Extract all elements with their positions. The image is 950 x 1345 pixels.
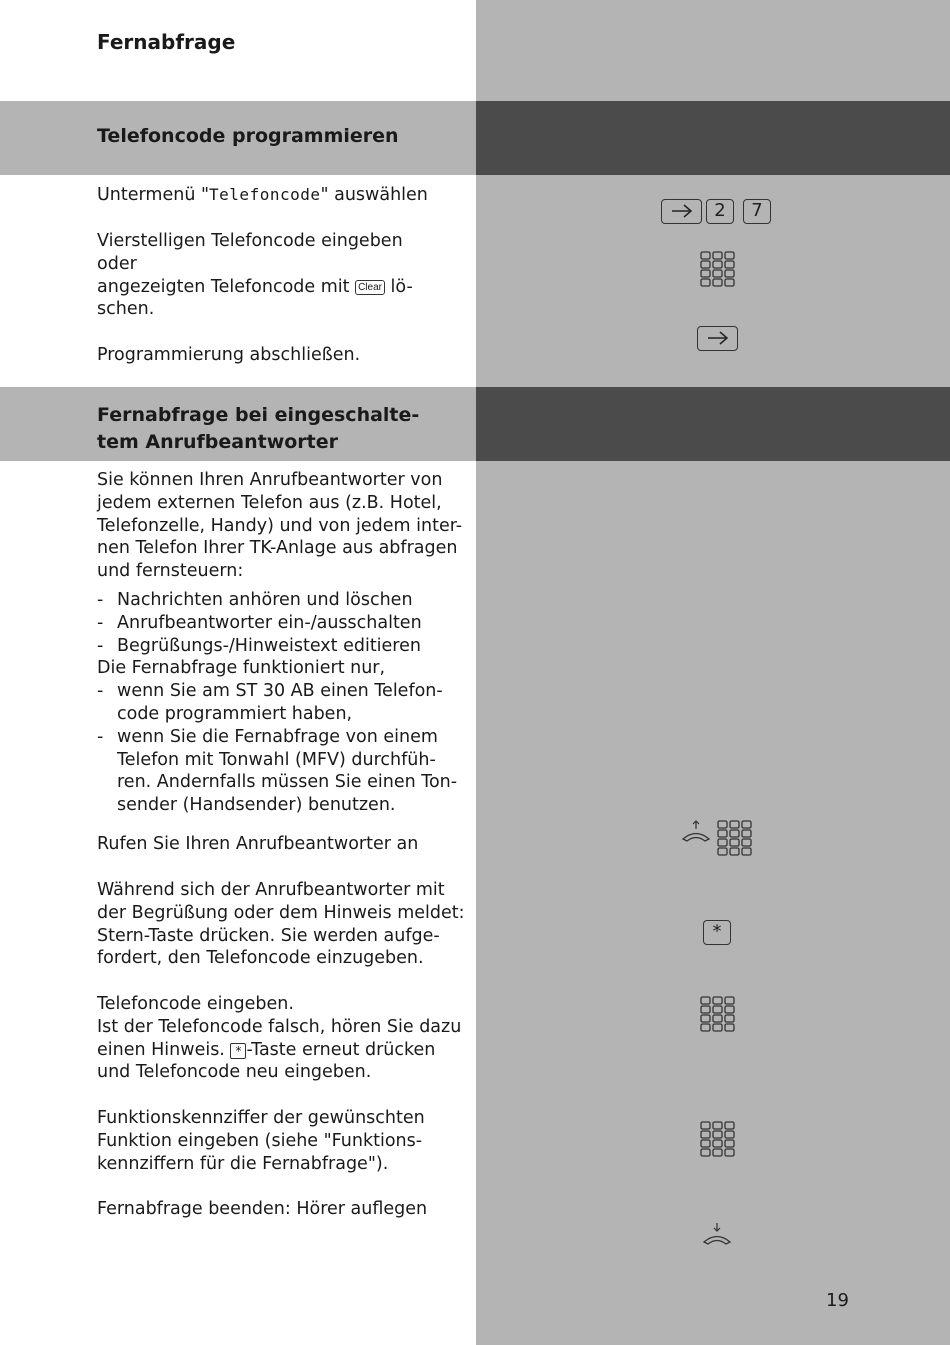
section-title-fernabfrage: Fernabfrage bei eingeschalte- tem Anrufbeantworter bbox=[97, 404, 420, 453]
keypad-icon bbox=[700, 1121, 735, 1157]
step-press-star: Während sich der Anrufbeantworter mit der Begrüßung oder dem Hinweis meldet: Stern-Taste drücken. Sie werden aufge- fordert, den Telefoncode einzugeben. bbox=[97, 880, 465, 969]
list-item: - wenn Sie die Fernabfrage von einem bbox=[97, 726, 438, 747]
feature-list: - Nachrichten anhören und löschen - Anrufbeantworter ein-/ausschalten - Begrüßungs-/Hinweistext editieren Die Fernabfrage funktioniert nur, - wenn Sie am ST 30 AB einen Telefon- code programmiert haben, - wenn Sie die Fernabfrage von einem Telefon mit Tonwahl (MFV) durchfüh- ren. Andernfalls müssen Sie einen Ton- sender (Handsender) benutzen. bbox=[97, 590, 458, 816]
digit-key-2-icon: 2 bbox=[706, 199, 734, 224]
page-title: Fernabfrage bbox=[97, 30, 236, 54]
step-end-remote-access: Fernabfrage beenden: Hörer auflegen bbox=[97, 1199, 428, 1219]
step-enter-code: Vierstelligen Telefoncode eingeben oder angezeigten Telefoncode mit Clear lö- schen. bbox=[97, 231, 413, 320]
page-number: 19 bbox=[826, 1290, 849, 1311]
digit-key-7-icon: 7 bbox=[743, 199, 771, 224]
star-key-icon: * bbox=[230, 1043, 246, 1059]
list-item: - Anrufbeantworter ein-/ausschalten bbox=[97, 612, 422, 633]
keypad-icon bbox=[717, 820, 752, 856]
step-finish-programming: Programmierung abschließen. bbox=[97, 345, 361, 365]
enter-key-icon bbox=[697, 326, 738, 351]
intro-paragraph: Sie können Ihren Anrufbeantworter von jedem externen Telefon aus (z.B. Hotel, Telefonzelle, Handy) und von jedem inter- nen Telefon Ihrer TK-Anlage aus abfragen und fernsteuern: bbox=[97, 470, 463, 582]
step-enter-telefoncode: Telefoncode eingeben. Ist der Telefoncode falsch, hören Sie dazu einen Hinweis. * -Taste erneut drücken und Telefoncode neu eingeben. bbox=[97, 994, 462, 1083]
list-item: - wenn Sie am ST 30 AB einen Telefon- bbox=[97, 681, 443, 702]
handset-lift-icon bbox=[680, 819, 712, 843]
clear-key-icon: Clear bbox=[355, 280, 385, 295]
keypad-icon bbox=[700, 251, 735, 287]
star-key-icon: * bbox=[703, 920, 731, 945]
list-item: - Begrüßungs-/Hinweistext editieren bbox=[97, 635, 421, 656]
handset-hangup-icon bbox=[701, 1222, 733, 1246]
keypad-icon bbox=[700, 996, 735, 1032]
enter-key-icon bbox=[661, 199, 702, 224]
step-select-submenu: Untermenü "Telefoncode" auswählen bbox=[97, 185, 428, 205]
step-function-code: Funktionskennziffer der gewünschten Funktion eingeben (siehe "Funktions- kennziffern für die Fernabfrage"). bbox=[97, 1108, 425, 1174]
lcd-text: Telefoncode bbox=[209, 185, 321, 204]
list-item: - Nachrichten anhören und löschen bbox=[97, 590, 413, 610]
step-call-answering-machine: Rufen Sie Ihren Anrufbeantworter an bbox=[97, 834, 419, 854]
section-title-telefoncode: Telefoncode programmieren bbox=[97, 125, 399, 147]
